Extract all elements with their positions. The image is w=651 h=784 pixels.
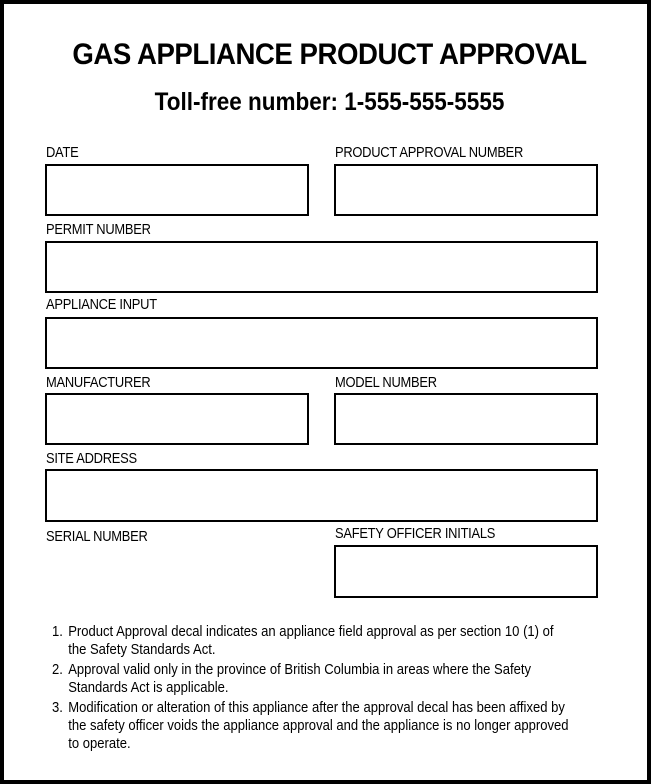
model-number-field[interactable] (334, 393, 598, 445)
notes-list (52, 623, 612, 755)
manufacturer-field[interactable] (45, 393, 309, 445)
product-approval-number-field[interactable] (334, 164, 598, 216)
appliance-input-field[interactable] (45, 317, 598, 369)
model-number-label: MODEL NUMBER (335, 374, 437, 391)
note-item (52, 699, 572, 753)
note-item (52, 661, 572, 697)
note-number: 1. (52, 624, 63, 640)
manufacturer-label: MANUFACTURER (46, 374, 151, 391)
product-approval-number-label: PRODUCT APPROVAL NUMBER (335, 144, 524, 161)
permit-number-field[interactable] (45, 241, 598, 293)
date-field[interactable] (45, 164, 309, 216)
note-item (52, 623, 572, 659)
note-number: 2. (52, 662, 63, 678)
safety-officer-initials-label: SAFETY OFFICER INITIALS (335, 525, 496, 542)
safety-officer-initials-field[interactable] (334, 545, 598, 598)
permit-number-label: PERMIT NUMBER (46, 221, 151, 238)
toll-free-number: Toll-free number: 1-555-555-5555 (154, 88, 505, 116)
note-text: Modification or alteration of this appliance after the approval decal has been affixed by the safety officer voids the appliance approval and the appliance is no longer approved to operate. (68, 700, 569, 752)
form-title: GAS APPLIANCE PRODUCT APPROVAL (72, 38, 587, 71)
appliance-input-label: APPLIANCE INPUT (46, 296, 157, 313)
note-number: 3. (52, 700, 63, 716)
note-text: Product Approval decal indicates an appliance field approval as per section 10 (1) of the Safety Standards Act. (68, 624, 554, 658)
site-address-field[interactable] (45, 469, 598, 522)
site-address-label: SITE ADDRESS (46, 450, 137, 467)
note-text: Approval valid only in the province of British Columbia in areas where the Safety Standards Act is applicable. (68, 662, 531, 696)
serial-number-label: SERIAL NUMBER (46, 528, 148, 545)
date-label: DATE (46, 144, 79, 161)
